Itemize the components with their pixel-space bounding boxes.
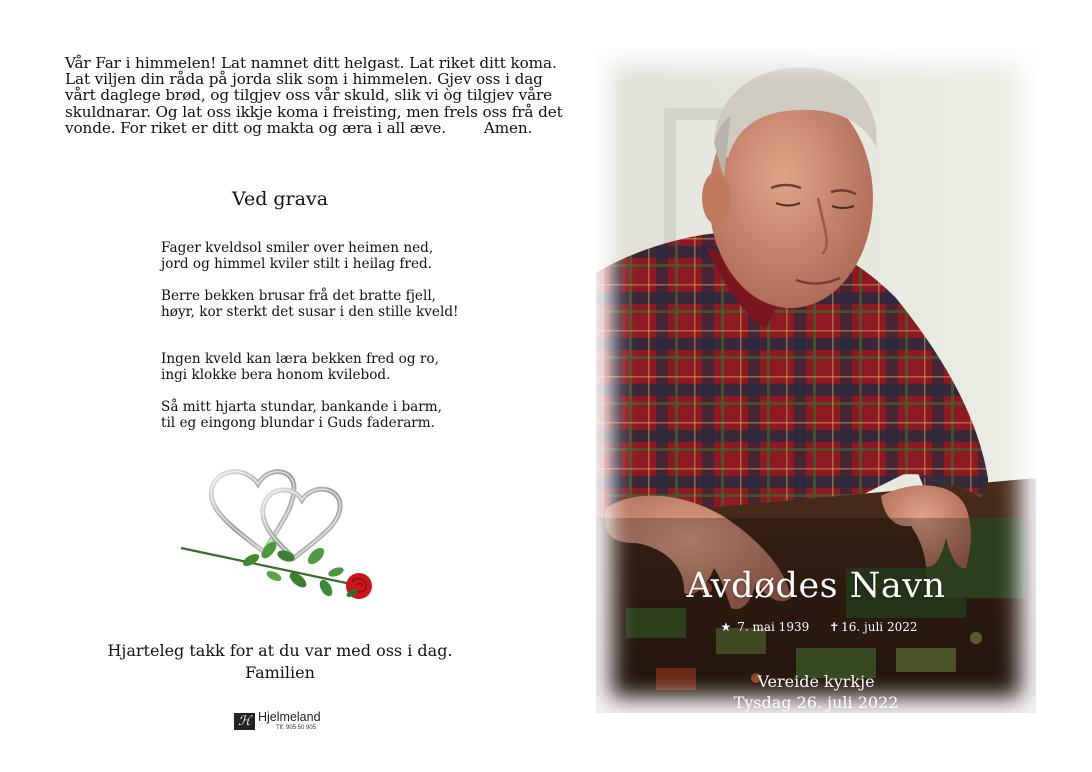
publisher-logo <box>234 708 334 734</box>
poem-line: Berre bekken brusar frå det bratte fjell, <box>161 288 436 304</box>
portrait-illustration <box>596 48 1036 713</box>
poem-line: jord og himmel kviler stilt i heilag fred. <box>161 256 433 272</box>
prayer-line: vårt daglege brød, og tilgjev oss vår skuld, slik vi òg tilgjev våre <box>65 86 553 105</box>
poem-line: Ingen kveld kan læra bekken fred og ro, <box>161 351 439 367</box>
hearts-rose-illustration <box>176 460 381 615</box>
prayer-line: Vår Far i himmelen! Lat namnet ditt helgast. Lat riket ditt koma. <box>65 54 557 72</box>
thanks-block <box>100 640 460 684</box>
logo-phone: Tlf. 905 50 905 <box>276 724 317 731</box>
portrait-photo <box>596 48 1036 713</box>
life-dates <box>596 620 1036 634</box>
prayer-text <box>65 54 563 137</box>
signature-text: Familien <box>245 663 315 682</box>
death-date: 16. juli 2022 <box>841 620 918 634</box>
prayer-line: Lat viljen din råda på jorda slik som i himmelen. Gjev oss i dag <box>65 70 543 89</box>
hearts-icon <box>176 460 381 615</box>
birth-date: 7. mai 1939 <box>737 620 810 634</box>
poem-title: Ved grava <box>231 188 329 210</box>
poem <box>161 240 521 431</box>
poem-stanza <box>161 288 521 320</box>
right-page <box>560 0 1092 772</box>
poem-stanza <box>161 351 521 383</box>
logo-name: Hjelmeland <box>258 710 321 725</box>
service-date: Tysdag 26. juli 2022 <box>733 693 899 712</box>
birth-star-icon: ★ <box>720 620 732 634</box>
death-cross-icon: ✝ <box>829 620 840 634</box>
poem-line: Så mitt hjarta stundar, bankande i barm, <box>161 399 442 415</box>
deceased-name: Avdødes Navn <box>686 566 946 606</box>
poem-line: Fager kveldsol smiler over heimen ned, <box>161 240 434 256</box>
poem-line: til eg eingong blundar i Guds faderarm. <box>161 415 436 431</box>
prayer-line: vonde. For riket er ditt og makta og æra i all æve. Amen. <box>65 118 533 137</box>
poem-stanza <box>161 399 521 431</box>
prayer-line: skuldnarar. Og lat oss ikkje koma i freisting, men frels oss frå det <box>65 102 563 121</box>
poem-stanza <box>161 240 521 272</box>
logo-text <box>258 711 321 731</box>
thanks-text: Hjarteleg takk for at du var med oss i dag. <box>107 641 453 660</box>
church-name: Vereide kyrkje <box>757 672 875 691</box>
poem-line: høyr, kor sterkt det susar i den stille kveld! <box>161 304 459 320</box>
hjelmeland-logo-icon: ℋ <box>234 713 255 730</box>
poem-line: ingi klokke bera honom kvilebod. <box>161 367 391 383</box>
service-info <box>596 671 1036 713</box>
